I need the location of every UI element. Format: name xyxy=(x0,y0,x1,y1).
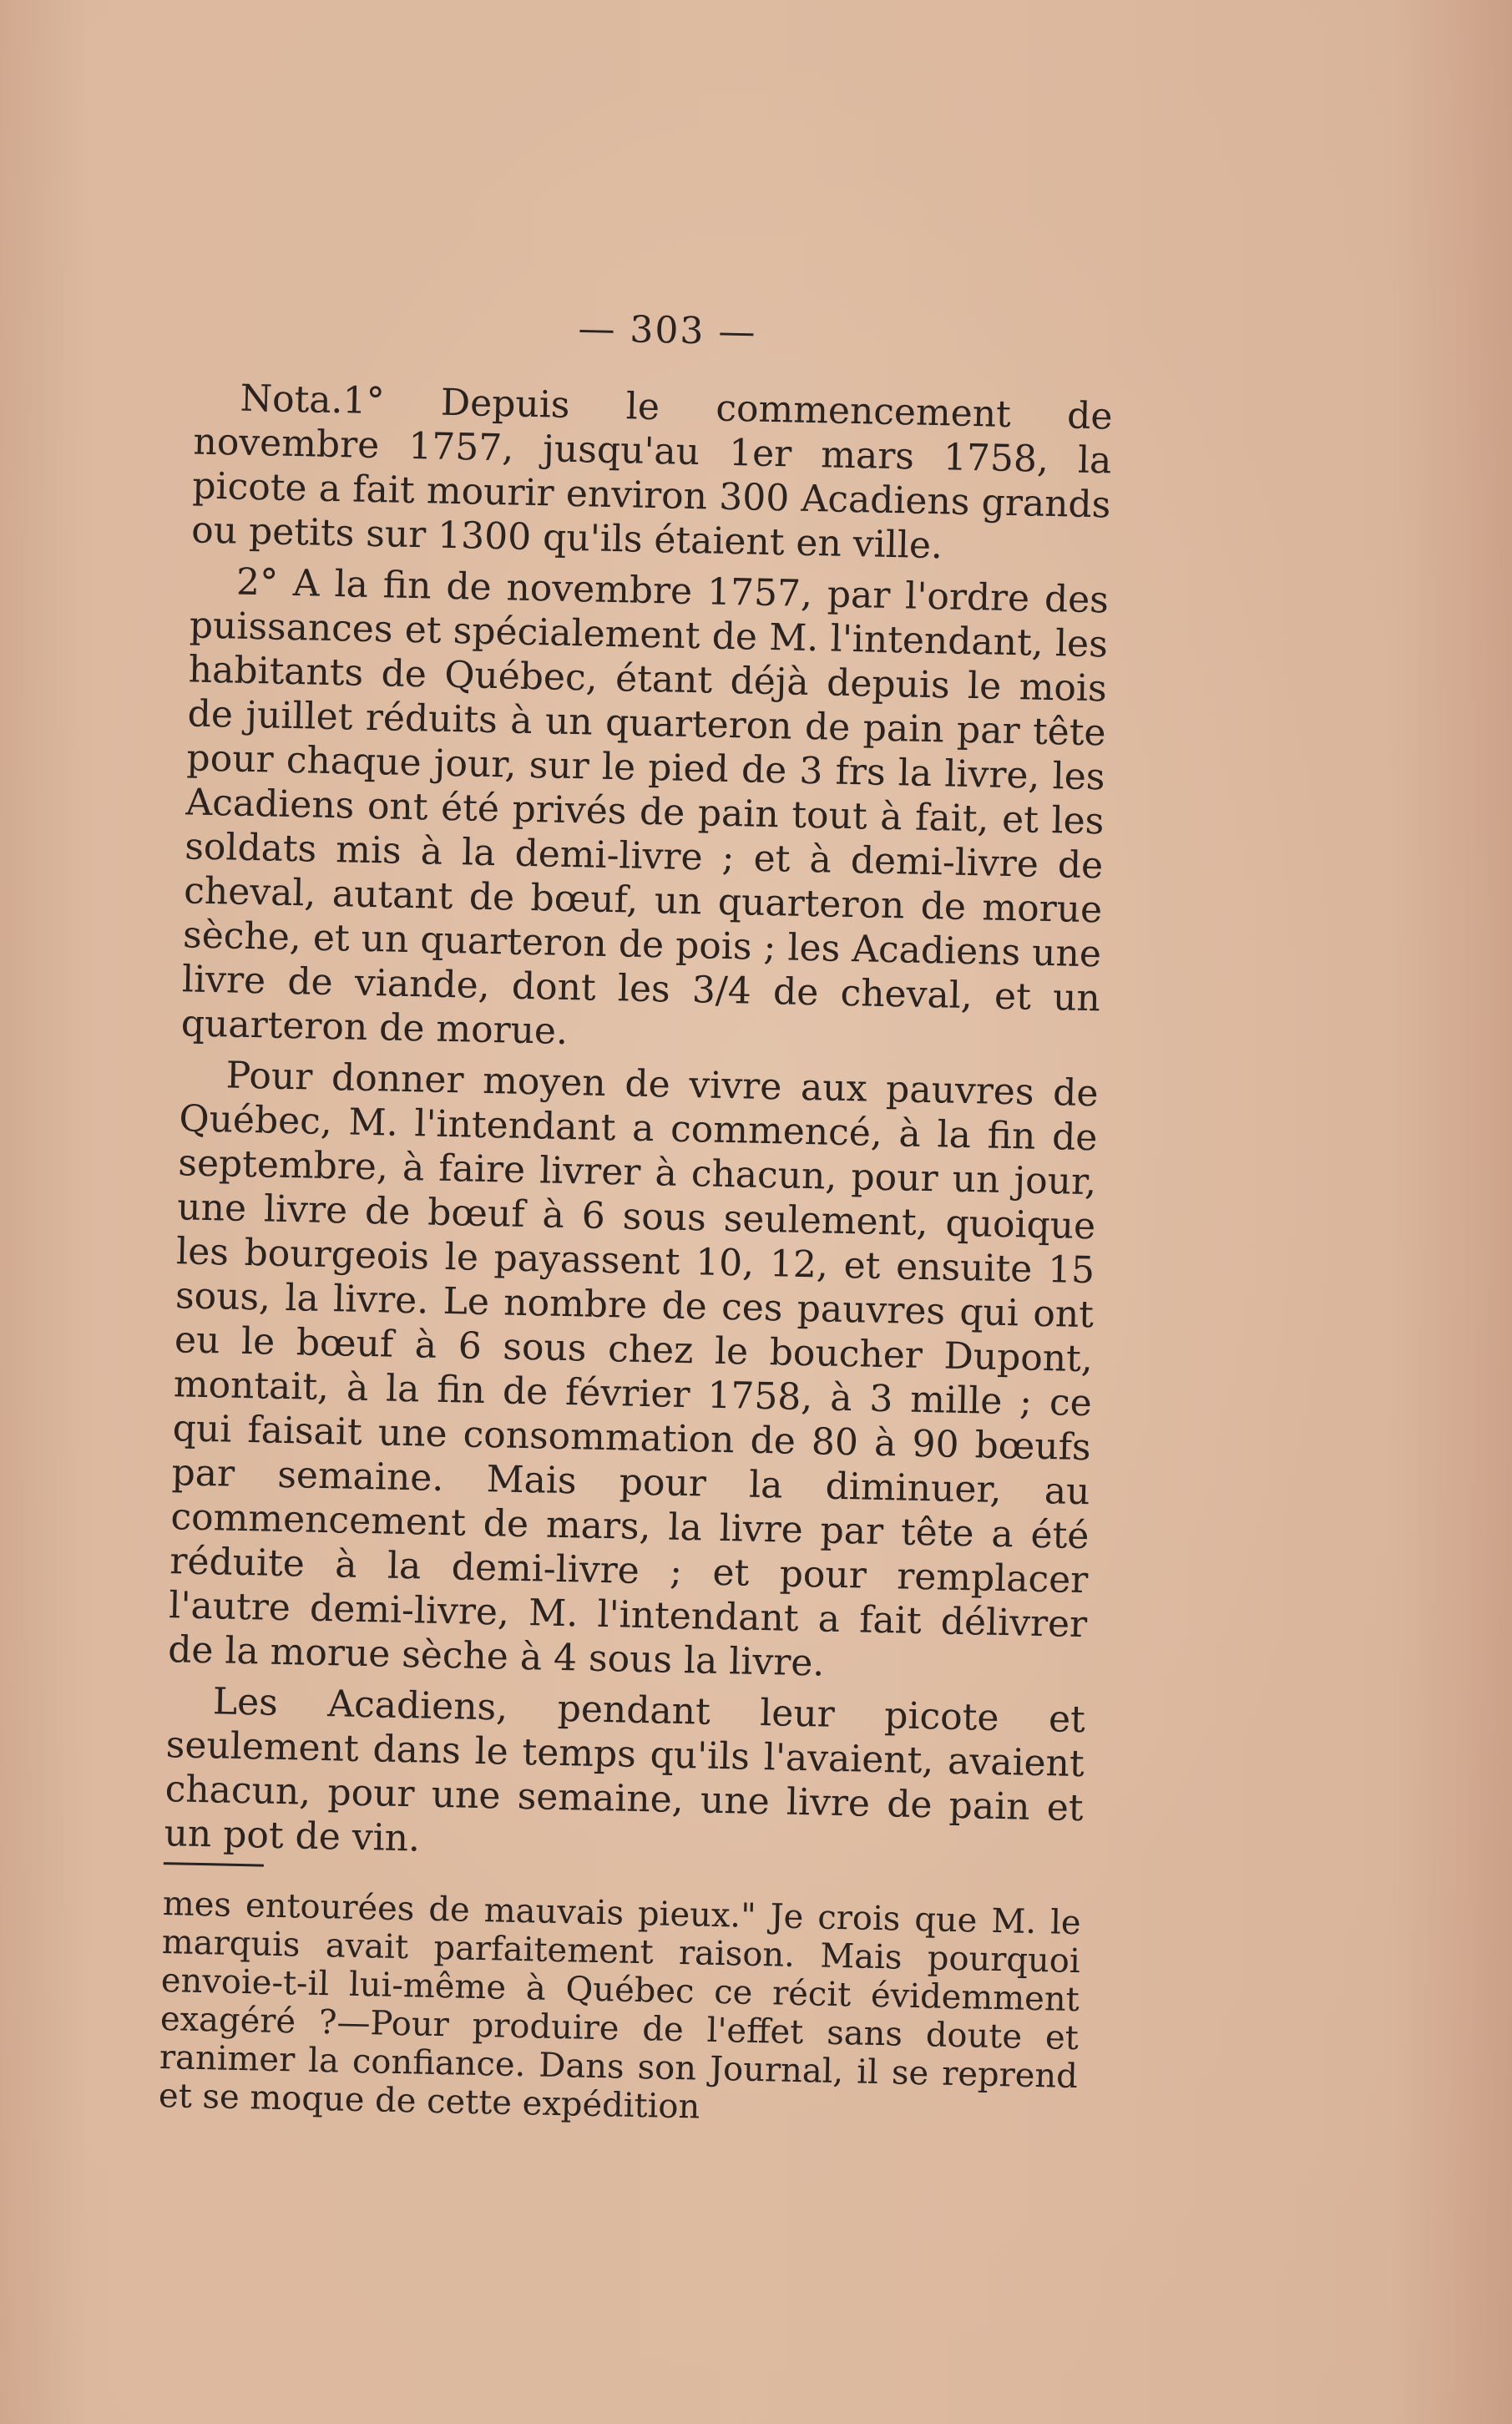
footnote: mes entourées de mauvais pieux." Je crois que M. le marquis avait parfaitement raison. Mais pourquoi envoie-t-il lui-même à Québec ce récit évidemment exagéré ?—Pour produire de l'effet sans doute et ranimer la confiance. Dans son Journal, il se reprend et se moque de cette expédition xyxy=(158,1885,1082,2127)
footnote-separator xyxy=(164,1862,264,1867)
paragraph-nota-2: 2° A la fin de novembre 1757, par l'ordre des puissances et spécialement de M. l'intendant, les habitants de Québec, étant déjà depuis le mois de juillet réduits à un quarteron de pain par tête pour chaque jour, sur le pied de 3 frs la livre, les Acadiens ont été privés de pain tout à fait, et les soldats mis à la demi-livre ; et à demi-livre de cheval, autant de bœuf, un quarteron de morue sèche, et un quarteron de pois ; les Acadiens une livre de viande, dont les 3/4 de cheval, et un quarteron de morue. xyxy=(180,560,1110,1053)
text-block xyxy=(159,299,1115,2134)
paragraph-pauvres: Pour donner moyen de vivre aux pauvres de Québec, M. l'intendant a commencé, à la fin de septembre, à faire livrer à chacun, pour un jour, une livre de bœuf à 6 sous seulement, quoique les bourgeois le payassent 10, 12, et ensuite 15 sous, la livre. Le nombre de ces pauvres qui ont eu le bœuf à 6 sous chez le boucher Dupont, montait, à la fin de février 1758, à 3 mille ; ce qui faisait une consommation de 80 à 90 bœufs par semaine. Mais pour la diminuer, au commencement de mars, la livre par tête a été réduite à la demi-livre ; et pour remplacer l'autre demi-livre, M. l'intendant a fait délivrer de la morue sèche à 4 sous la livre. xyxy=(167,1054,1099,1685)
paragraph-nota-1: Nota.1° Depuis le commencement de novembre 1757, jusqu'au 1er mars 1758, la picote a fait mourir environ 300 Acadiens grands ou petits sur 1300 qu'ils étaient en ville. xyxy=(190,377,1113,568)
page-number: — 303 — xyxy=(577,307,757,354)
paragraph-acadiens: Les Acadiens, pendant leur picote et seulement dans le temps qu'ils l'avaient, avaient chacun, pour une semaine, une livre de pain et un pot de vin. xyxy=(164,1680,1086,1860)
